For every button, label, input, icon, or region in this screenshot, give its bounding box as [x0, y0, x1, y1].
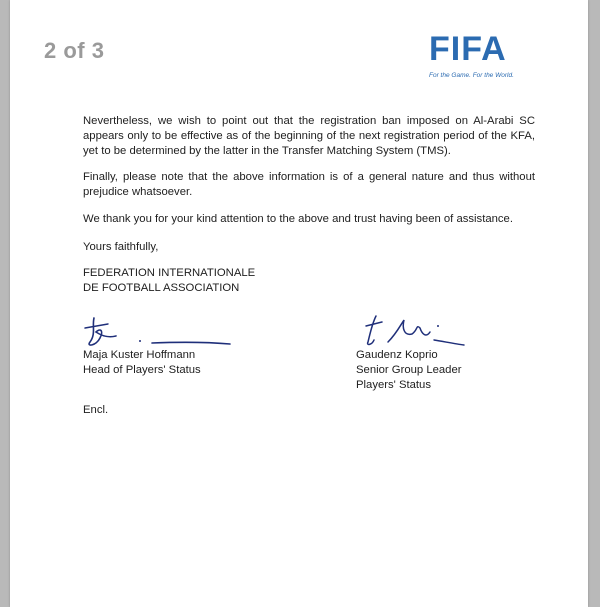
signature-left	[82, 316, 232, 350]
organization-line: FEDERATION INTERNATIONALE	[83, 267, 256, 279]
paragraph-thanks: We thank you for your kind attention to the above and trust having been of assistance.	[83, 213, 513, 225]
signatory-title: Head of Players' Status	[83, 364, 201, 376]
fifa-logo	[429, 30, 529, 79]
organization-name	[83, 266, 535, 296]
signatory-name: Gaudenz Koprio	[356, 349, 438, 361]
enclosure-note: Encl.	[83, 404, 109, 416]
signatory-right	[356, 348, 462, 393]
paragraph-general-nature: Finally, please note that the above information is of a general nature and thus without prejudice whatsoever.	[83, 171, 535, 198]
closing-salutation: Yours faithfully,	[83, 241, 159, 253]
page-indicator: 2 of 3	[44, 38, 105, 63]
logo-tagline: For the Game. For the World.	[429, 72, 514, 79]
logo-text: FIFA	[429, 30, 507, 68]
signature-right	[360, 312, 470, 350]
organization-line: DE FOOTBALL ASSOCIATION	[83, 282, 240, 294]
signatory-left	[83, 348, 201, 378]
document-page	[10, 0, 588, 607]
signatory-name: Maja Kuster Hoffmann	[83, 349, 196, 361]
paragraph-registration-ban: Nevertheless, we wish to point out that the registration ban imposed on Al-Arabi SC appears only to be effective as of the beginning of the next registration period of the KFA, yet to be determined by the latter in the Transfer Matching System (TMS).	[83, 115, 535, 157]
signatory-title: Senior Group Leader	[356, 364, 462, 376]
signatory-title: Players' Status	[356, 379, 431, 391]
